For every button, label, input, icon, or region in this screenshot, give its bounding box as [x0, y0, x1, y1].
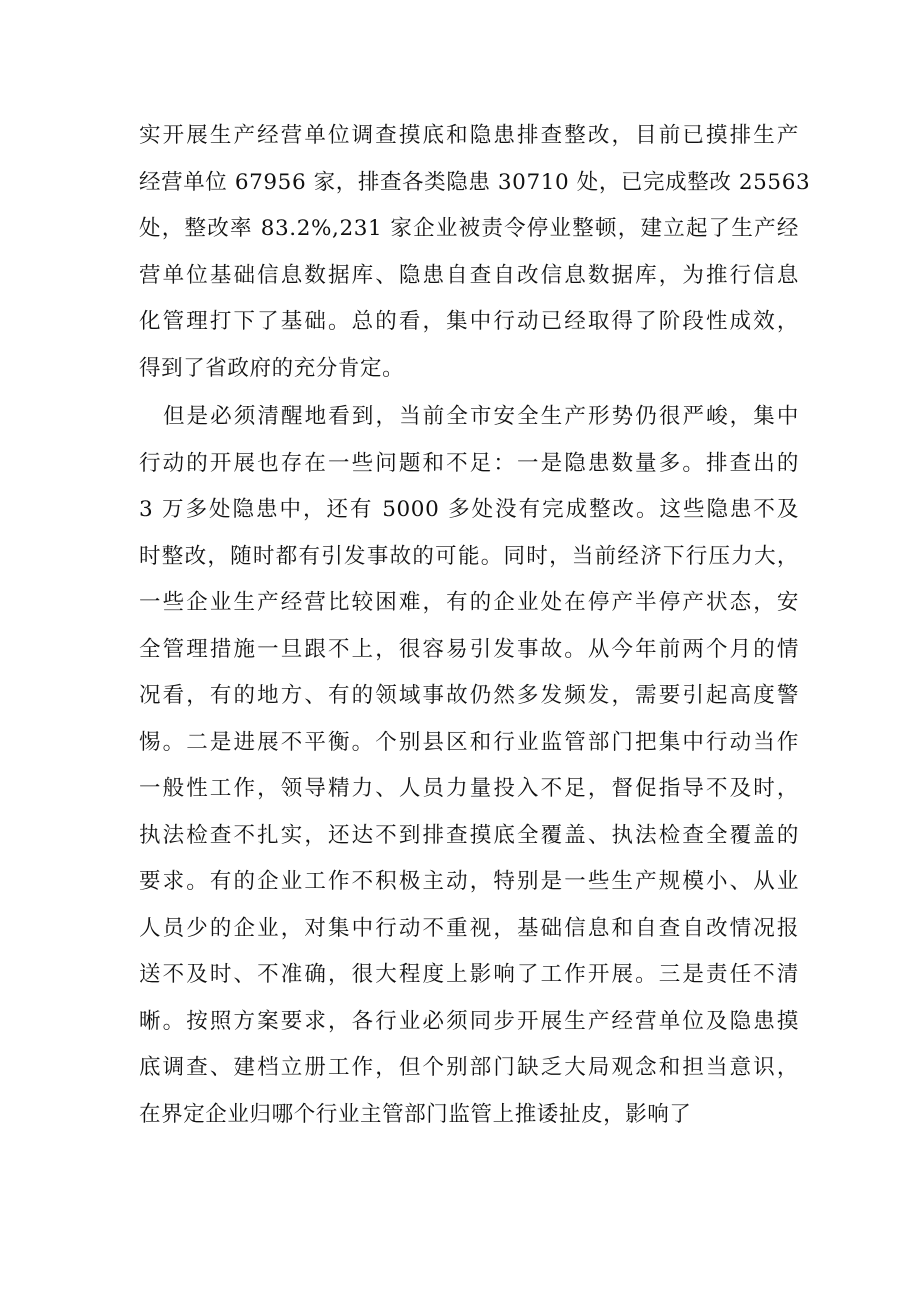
paragraph-line: 行动的开展也存在一些问题和不足：一是隐患数量多。排查出的 [139, 450, 799, 476]
paragraph-line: 实开展生产经营单位调查摸底和隐患排查整改，目前已摸排生产 [139, 123, 799, 148]
paragraph-line: 执法检查不扎实，还达不到排查摸底全覆盖、执法检查全覆盖的 [139, 822, 799, 848]
paragraph-line: 3 万多处隐患中，还有 5000 多处没有完成整改。这些隐患不及 [139, 497, 799, 522]
paragraph-line: 全管理措施一旦跟不上，很容易引发事故。从今年前两个月的情 [139, 636, 799, 662]
paragraph-line: 在界定企业归哪个行业主管部门监管上推诿扯皮，影响了 [139, 1101, 692, 1127]
paragraph-line: 底调查、建档立册工作，但个别部门缺乏大局观念和担当意识， [139, 1055, 799, 1080]
paragraph-2 [139, 394, 799, 1138]
paragraph-line: 一些企业生产经营比较困难，有的企业处在停产半停产状态，安 [139, 590, 799, 615]
document-body [139, 113, 811, 1138]
paragraph-line: 送不及时、不准确，很大程度上影响了工作开展。三是责任不清 [139, 962, 799, 987]
paragraph-line: 处，整改率 83.2%,231 家企业被责令停业整顿，建立起了生产经 [139, 216, 799, 241]
paragraph-line: 晰。按照方案要求，各行业必须同步开展生产经营单位及隐患摸 [139, 1008, 799, 1034]
paragraph-1 [139, 113, 811, 392]
paragraph-line: 得到了省政府的充分肯定。 [139, 355, 405, 381]
paragraph-line: 要求。有的企业工作不积极主动，特别是一些生产规模小、从业 [139, 869, 799, 894]
paragraph-line: 一般性工作，领导精力、人员力量投入不足，督促指导不及时， [139, 776, 799, 801]
paragraph-line: 化管理打下了基础。总的看，集中行动已经取得了阶段性成效， [139, 309, 799, 334]
paragraph-line: 人员少的企业，对集中行动不重视，基础信息和自查自改情况报 [139, 915, 799, 941]
paragraph-line: 况看，有的地方、有的领域事故仍然多发频发，需要引起高度警 [139, 683, 799, 708]
paragraph-line: 惕。二是进展不平衡。个别县区和行业监管部门把集中行动当作 [139, 729, 799, 755]
paragraph-line: 经营单位 67956 家，排查各类隐患 30710 处，已完成整改 25563 [139, 169, 811, 195]
paragraph-line: 时整改，随时都有引发事故的可能。同时，当前经济下行压力大， [139, 543, 799, 569]
paragraph-line: 但是必须清醒地看到，当前全市安全生产形势仍很严峻，集中 [163, 404, 799, 429]
paragraph-line: 营单位基础信息数据库、隐患自查自改信息数据库，为推行信息 [139, 262, 799, 288]
